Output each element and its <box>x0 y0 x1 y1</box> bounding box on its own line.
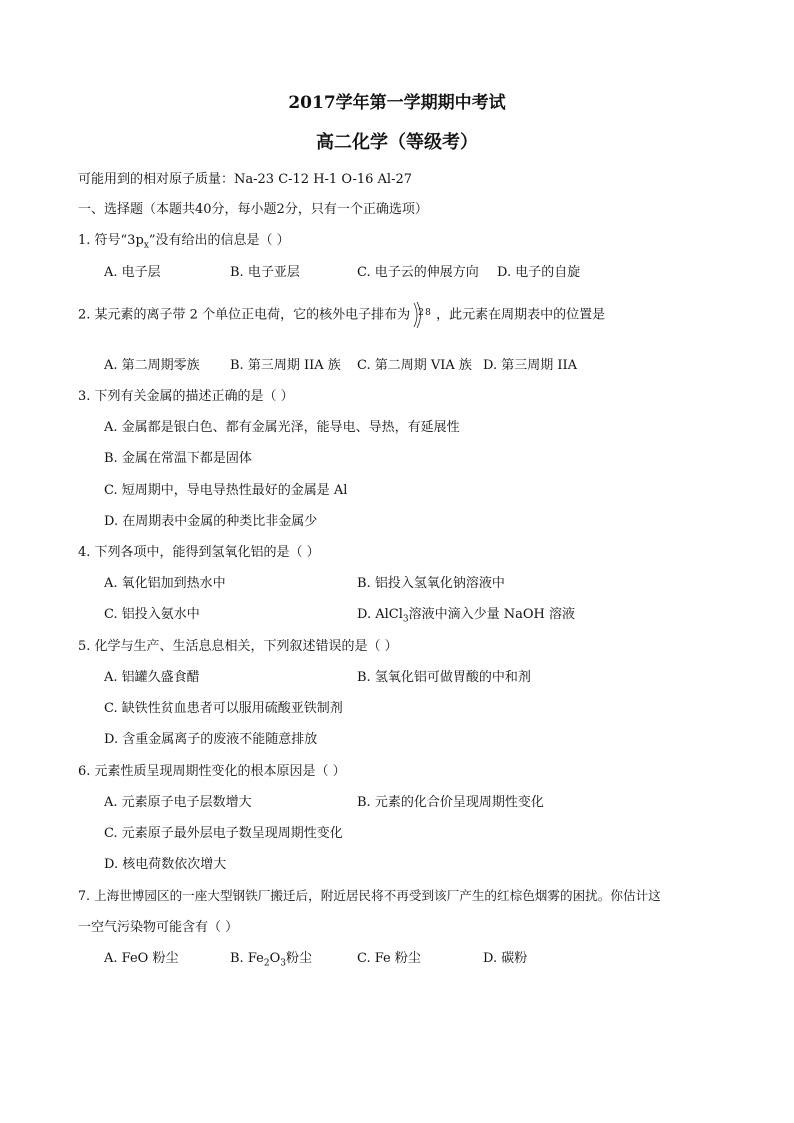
question-3-stem: 3. 下列有关金属的描述正确的是（ ） <box>78 389 294 404</box>
question-5-option-b: B. 氢氧化铝可做胃酸的中和剂 <box>357 670 531 685</box>
question-5-option-d: D. 含重金属离子的废液不能随意排放 <box>104 732 318 747</box>
question-6-option-a: A. 元素原子电子层数增大 <box>104 795 252 810</box>
question-1-option-d: D. 电子的自旋 <box>497 265 581 280</box>
exam-title: 2017学年第一学期期中考试 <box>288 93 506 113</box>
question-4-option-d: D. AlCl$_3$溶液中滴入少量 NaOH 溶液 <box>357 607 575 625</box>
question-2-stem: 2. 某元素的离子带 2 个单位正电荷，它的核外电子排布为 2 8 ，此元素在周期表中的位置是 <box>78 300 605 330</box>
question-2-option-b: B. 第三周期 IIA 族 <box>230 358 341 373</box>
atomic-mass-note: 可能用到的相对原子质量：Na-23 C-12 H-1 O-16 Al-27 <box>78 172 413 187</box>
section-heading: 一、选择题（本题共40分，每小题2分，只有一个正确选项） <box>78 202 428 217</box>
question-7-stem-line-1: 7. 上海世博园区的一座大型钢铁厂搬迁后，附近居民将不再受到该厂产生的红棕色烟雾的困扰。你估计这 <box>78 888 661 903</box>
question-3-option-a: A. 金属都是银白色、都有金属光泽，能导电、导热，有延展性 <box>104 420 460 435</box>
electron-shell-diagram <box>412 300 434 330</box>
question-1-option-c: C. 电子云的伸展方向 <box>357 265 479 280</box>
question-7-option-c: C. Fe 粉尘 <box>357 951 421 966</box>
exam-subtitle: 高二化学（等级考） <box>316 132 478 153</box>
question-7-stem-line-2: 一空气污染物可能含有（ ） <box>78 920 239 935</box>
question-7-option-b: B. $Fe_2O_3$粉尘 <box>230 951 312 969</box>
question-1-stem: 1. 符号“$3p_x$”没有给出的信息是（ ） <box>78 233 290 251</box>
question-6-option-d: D. 核电荷数依次增大 <box>104 857 227 872</box>
question-2-option-a: A. 第二周期零族 <box>104 358 200 373</box>
question-2-option-c: C. 第二周期 VIA 族 <box>357 358 472 373</box>
question-3-option-b: B. 金属在常温下都是固体 <box>104 451 252 466</box>
question-6-stem: 6. 元素性质呈现周期性变化的根本原因是（ ） <box>78 764 346 779</box>
shell-1-count: 2 <box>418 308 424 318</box>
question-5-stem: 5. 化学与生产、生活息息相关，下列叙述错误的是（ ） <box>78 639 398 654</box>
question-7-option-d: D. 碳粉 <box>483 951 528 966</box>
question-1-option-b: B. 电子亚层 <box>230 265 300 280</box>
question-4-option-c: C. 铝投入氨水中 <box>104 607 200 622</box>
question-4-option-b: B. 铝投入氢氧化钠溶液中 <box>357 576 505 591</box>
question-1-option-a: A. 电子层 <box>104 265 161 280</box>
question-7-option-a: A. FeO 粉尘 <box>104 951 179 966</box>
shell-2-count: 8 <box>425 308 431 318</box>
question-5-option-c: C. 缺铁性贫血患者可以服用硫酸亚铁制剂 <box>104 701 343 716</box>
question-4-option-a: A. 氧化铝加到热水中 <box>104 576 226 591</box>
question-6-option-b: B. 元素的化合价呈现周期性变化 <box>357 795 544 810</box>
question-2-option-d: D. 第三周期 IIA <box>483 358 578 373</box>
question-4-stem: 4. 下列各项中，能得到氢氧化铝的是（ ） <box>78 545 320 560</box>
question-5-option-a: A. 铝罐久盛食醋 <box>104 670 200 685</box>
question-3-option-c: C. 短周期中，导电导热性最好的金属是 Al <box>104 483 348 498</box>
question-3-option-d: D. 在周期表中金属的种类比非金属少 <box>104 514 318 529</box>
question-6-option-c: C. 元素原子最外层电子数呈现周期性变化 <box>104 826 343 841</box>
